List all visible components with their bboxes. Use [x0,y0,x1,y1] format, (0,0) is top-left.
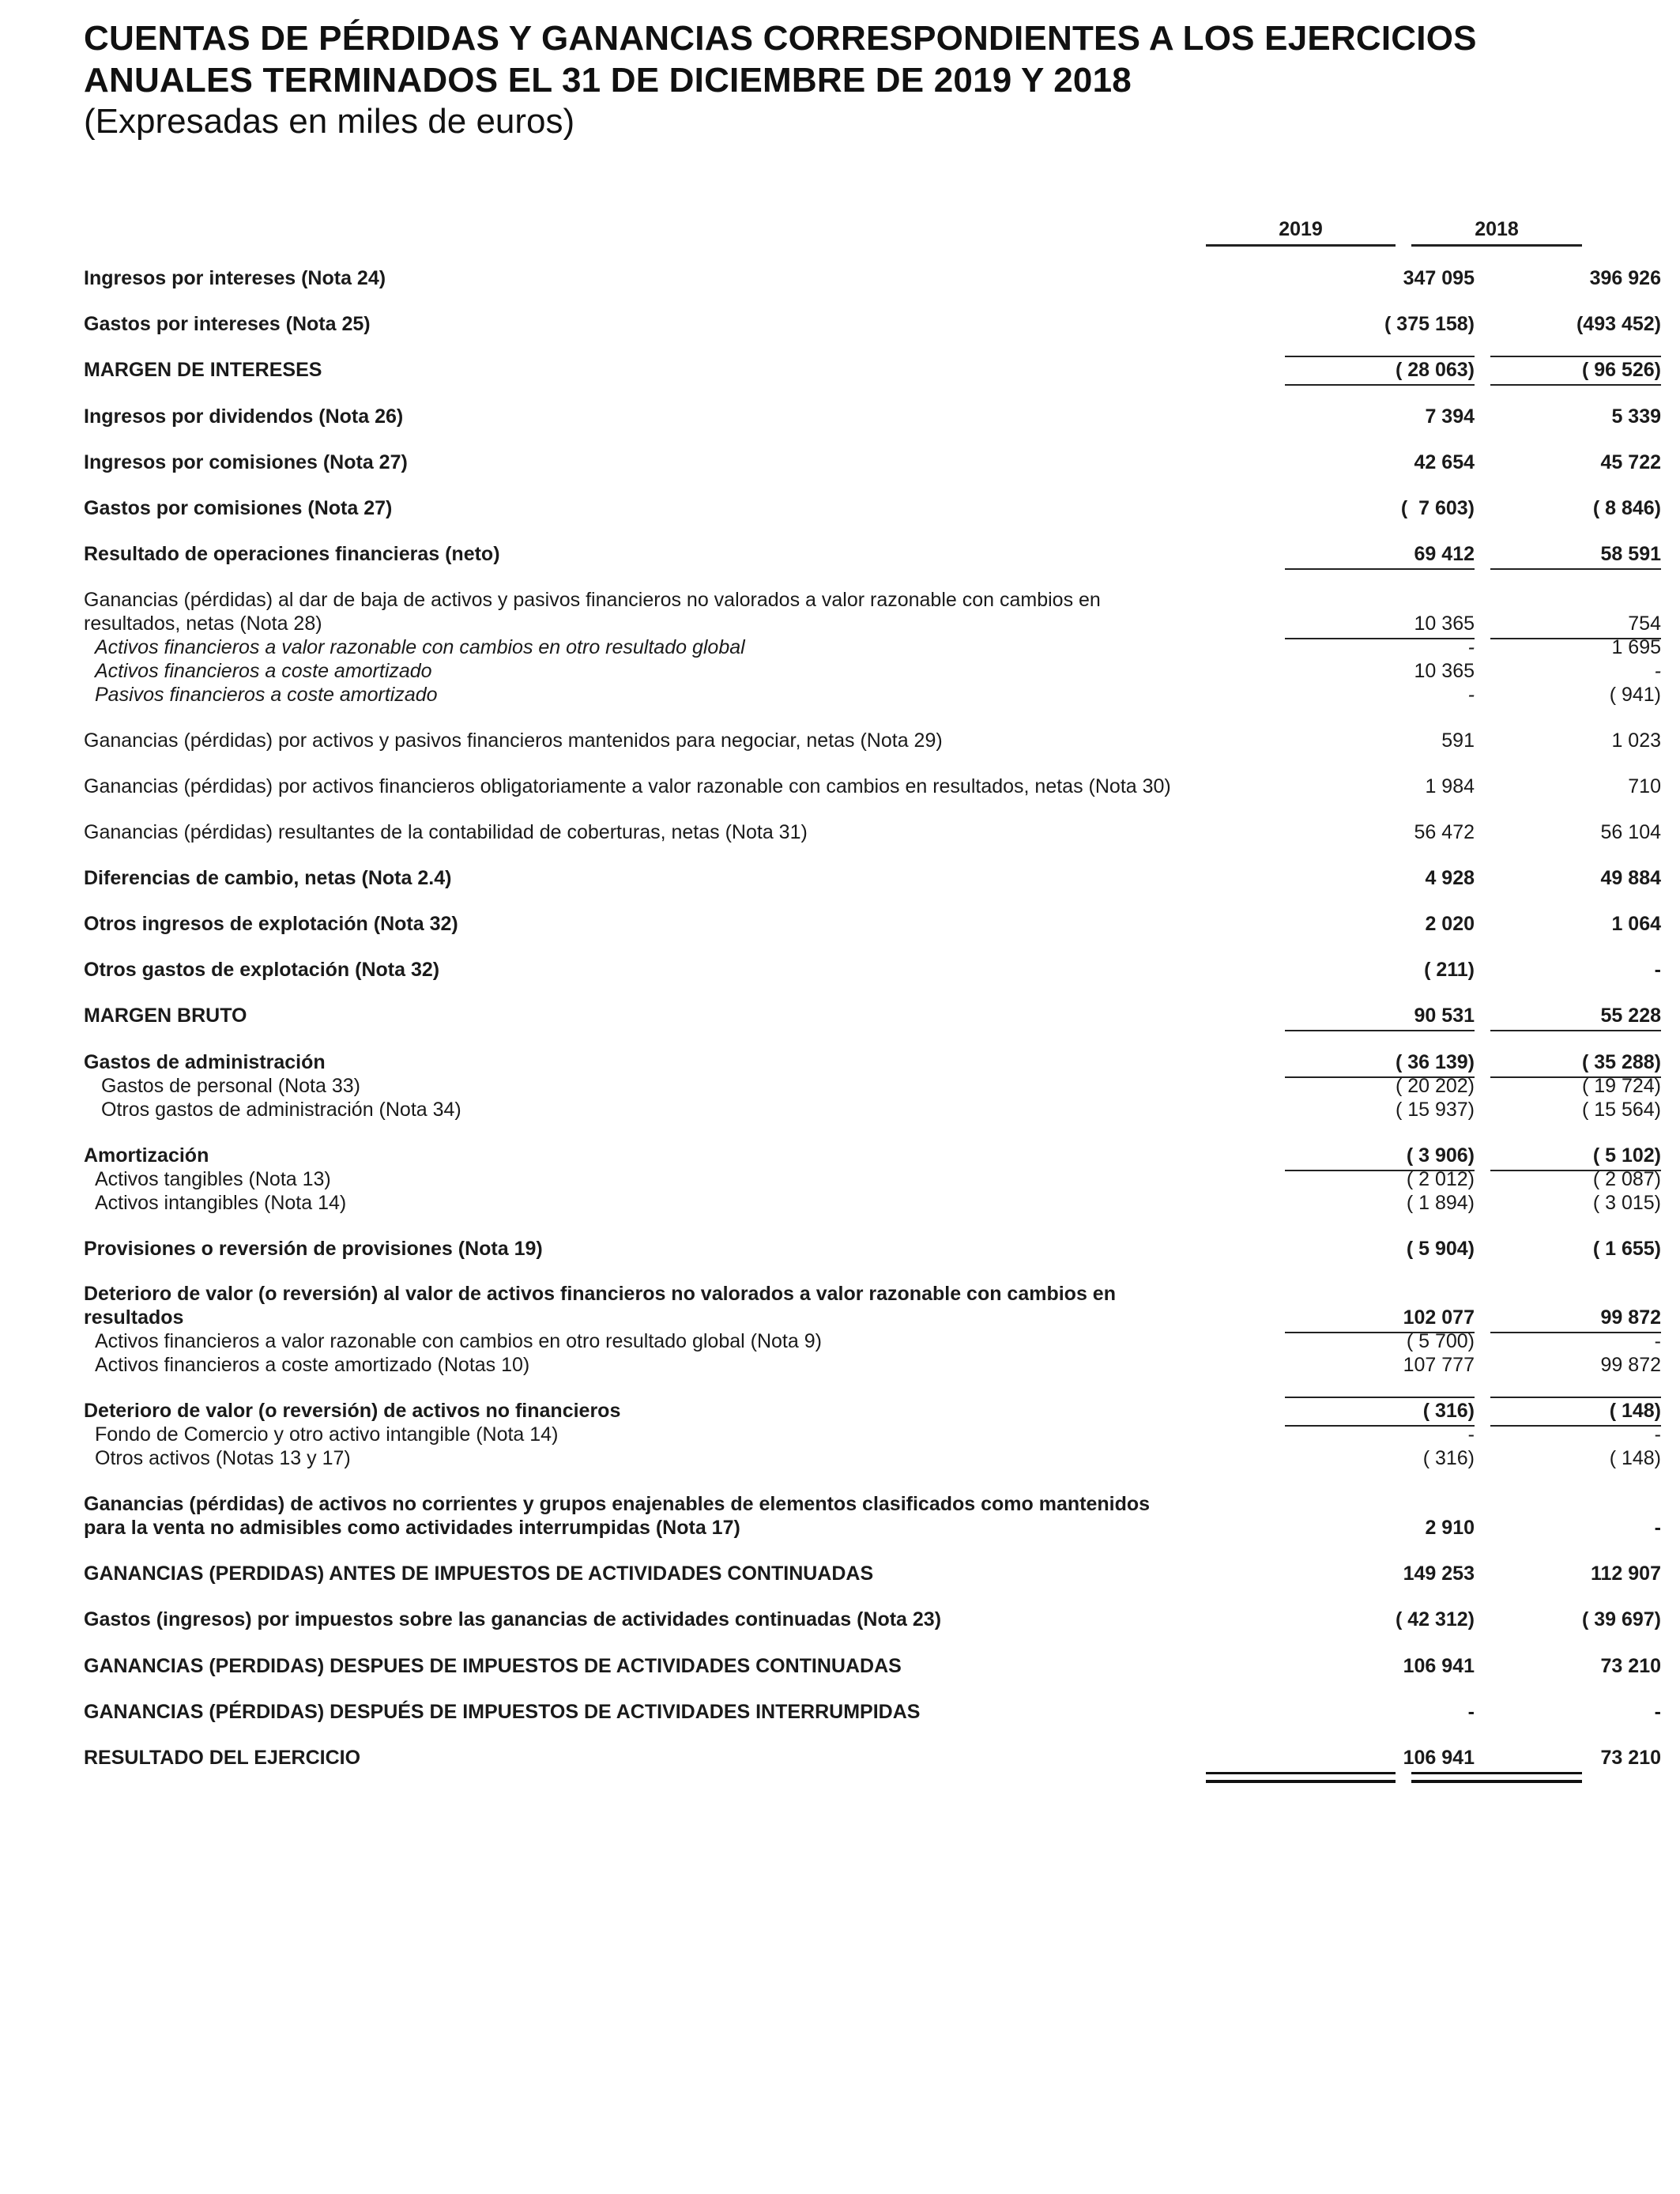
row-label: Fondo de Comercio y otro activo intangible (Nota 14) [95,1423,559,1446]
row-label: GANANCIAS (PERDIDAS) DESPUES DE IMPUESTOS DE ACTIVIDADES CONTINUADAS [84,1655,902,1677]
value-2019: 1 984 [1425,775,1475,797]
value-2019: ( 5 904) [1406,1238,1475,1260]
value-2019: 107 777 [1403,1354,1475,1376]
value-2018: ( 148) [1609,1447,1661,1469]
value-2018: ( 941) [1609,684,1661,706]
value-2018: - [1654,959,1661,981]
value-2018: 73 210 [1600,1655,1661,1677]
value-2019: ( 316) [1206,1399,1475,1423]
row-label: Activos financieros a valor razonable con cambios en otro resultado global (Nota 9) [95,1330,822,1352]
value-2019: 69 412 [1206,542,1475,566]
row-label: Diferencias de cambio, netas (Nota 2.4) [84,867,452,889]
value-2019: ( 20 202) [1395,1075,1475,1097]
value-2019: ( 36 139) [1206,1050,1475,1074]
value-2019: 591 [1441,729,1475,752]
value-2018: ( 96 526) [1475,358,1661,382]
value-2019: 2 020 [1425,913,1475,935]
row-label: MARGEN BRUTO [84,1005,247,1027]
value-2019: 90 531 [1206,1004,1475,1027]
value-2019: ( 2 012) [1406,1168,1475,1190]
value-2019: 106 941 [1403,1747,1475,1769]
row-label: Resultado de operaciones financieras (neto) [84,543,500,565]
value-2019: ( 1 894) [1406,1192,1475,1214]
column-header-2018: 2018 [1411,218,1582,247]
value-2018: 58 591 [1475,542,1661,566]
value-2019: 149 253 [1403,1563,1475,1585]
value-2018: 1 695 [1611,636,1661,658]
row-label: Activos tangibles (Nota 13) [95,1168,331,1190]
row-label: Otros activos (Notas 13 y 17) [95,1447,351,1469]
value-2018: 754 [1475,612,1661,635]
row-label: Otros gastos de administración (Nota 34) [101,1099,461,1121]
value-2018: - [1654,1330,1661,1352]
row-label: Activos intangibles (Nota 14) [95,1192,347,1214]
value-2019: 10 365 [1414,660,1475,682]
value-2018: ( 19 724) [1581,1075,1661,1097]
row-label: Ganancias (pérdidas) al dar de baja de activos y pasivos financieros no valorados a valor razonable con cambios en [84,589,1101,611]
value-2018: ( 148) [1475,1399,1661,1423]
row-label: Gastos de personal (Nota 33) [101,1075,360,1097]
value-2018: 45 722 [1600,451,1661,473]
row-label: MARGEN DE INTERESES [84,359,322,381]
value-2018: 1 023 [1611,729,1661,752]
row-label-continued: para la venta no admisibles como actividades interrumpidas (Nota 17) [84,1517,740,1539]
row-label: Gastos por comisiones (Nota 27) [84,497,393,519]
column-header-2019: 2019 [1206,218,1396,247]
row-label: Pasivos financieros a coste amortizado [95,684,438,706]
value-2018: 99 872 [1600,1354,1661,1376]
value-2018: 49 884 [1600,867,1661,889]
row-label: Ingresos por comisiones (Nota 27) [84,451,408,473]
value-2019: ( 28 063) [1206,358,1475,382]
value-2018: 73 210 [1600,1747,1661,1769]
value-2019: 347 095 [1403,267,1475,289]
value-2019: ( 7 603) [1400,497,1475,519]
double-underline-2018 [1411,1772,1582,1783]
value-2018: ( 3 015) [1592,1192,1661,1214]
value-2018: ( 15 564) [1581,1099,1661,1121]
row-label: Activos financieros a valor razonable con cambios en otro resultado global [95,636,745,658]
value-2019: ( 211) [1424,959,1475,981]
value-2019: 10 365 [1206,612,1475,635]
row-label: Ganancias (pérdidas) de activos no corrientes y grupos enajenables de elementos clasificados como mantenidos [84,1493,1151,1515]
value-2018: - [1654,660,1661,682]
value-2018: ( 5 102) [1475,1144,1661,1167]
row-label: RESULTADO DEL EJERCICIO [84,1747,361,1769]
row-label: Gastos (ingresos) por impuestos sobre las ganancias de actividades continuadas (Nota 23) [84,1608,942,1630]
value-2019: 4 928 [1425,867,1475,889]
value-2019: 102 077 [1206,1306,1475,1329]
row-label: Activos financieros a coste amortizado (Notas 10) [95,1354,530,1376]
value-2019: - [1467,1701,1475,1723]
value-2019: - [1467,636,1475,658]
page-title: CUENTAS DE PÉRDIDAS Y GANANCIAS CORRESPONDIENTES A LOS EJERCICIOS ANUALES TERMINADOS EL 31 DE DICIEMBRE DE 2019 Y 2018 [84,19,1477,100]
row-label: GANANCIAS (PÉRDIDAS) DESPUÉS DE IMPUESTOS DE ACTIVIDADES INTERRUMPIDAS [84,1701,921,1723]
value-2018: ( 39 697) [1581,1608,1661,1630]
row-label: Activos financieros a coste amortizado [95,660,432,682]
value-2019: - [1467,684,1475,706]
value-2019: 106 941 [1403,1655,1475,1677]
value-2019: ( 375 158) [1384,313,1475,335]
value-2019: - [1467,1423,1475,1446]
value-2018: 5 339 [1611,405,1661,428]
value-2019: ( 3 906) [1206,1144,1475,1167]
value-2019: 7 394 [1425,405,1475,428]
value-2019: ( 316) [1422,1447,1475,1469]
double-underline-2019 [1206,1772,1396,1783]
row-label-continued: resultados [84,1306,184,1329]
value-2018: 56 104 [1600,821,1661,843]
row-label: Deterioro de valor (o reversión) al valor de activos financieros no valorados a valor razonable con cambios en [84,1283,1116,1305]
value-2019: 42 654 [1414,451,1475,473]
row-label-continued: resultados, netas (Nota 28) [84,613,322,635]
value-2018: - [1654,1517,1661,1539]
value-2018: ( 8 846) [1592,497,1661,519]
row-label: Ganancias (pérdidas) por activos y pasivos financieros mantenidos para negociar, netas (Nota 29) [84,729,943,752]
value-2019: ( 5 700) [1406,1330,1475,1352]
value-2019: ( 42 312) [1395,1608,1475,1630]
value-2018: ( 1 655) [1592,1238,1661,1260]
row-label: Gastos por intereses (Nota 25) [84,313,371,335]
value-2018: - [1654,1701,1661,1723]
row-label: Ingresos por intereses (Nota 24) [84,267,386,289]
row-label: Gastos de administración [84,1051,326,1073]
value-2018: 710 [1628,775,1661,797]
value-2018: (493 452) [1576,313,1661,335]
page-subtitle: (Expresadas en miles de euros) [84,102,575,141]
value-2018: 55 228 [1475,1004,1661,1027]
row-label: Ingresos por dividendos (Nota 26) [84,405,404,428]
value-2019: 2 910 [1425,1517,1475,1539]
value-2018: 112 907 [1591,1563,1661,1585]
value-2018: 99 872 [1475,1306,1661,1329]
row-label: Provisiones o reversión de provisiones (Nota 19) [84,1238,543,1260]
row-label: GANANCIAS (PERDIDAS) ANTES DE IMPUESTOS DE ACTIVIDADES CONTINUADAS [84,1563,874,1585]
value-2018: - [1654,1423,1661,1446]
row-label: Otros gastos de explotación (Nota 32) [84,959,440,981]
row-label: Ganancias (pérdidas) resultantes de la contabilidad de coberturas, netas (Nota 31) [84,821,808,843]
value-2018: 396 926 [1589,267,1661,289]
value-2018: ( 35 288) [1475,1050,1661,1074]
row-label: Ganancias (pérdidas) por activos financieros obligatoriamente a valor razonable con cambios en resultados, netas (Nota 30) [84,775,1171,797]
value-2019: 56 472 [1414,821,1475,843]
value-2019: ( 15 937) [1395,1099,1475,1121]
value-2018: 1 064 [1611,913,1661,935]
row-label: Otros ingresos de explotación (Nota 32) [84,913,458,935]
value-2018: ( 2 087) [1592,1168,1661,1190]
row-label: Deterioro de valor (o reversión) de activos no financieros [84,1400,621,1422]
row-label: Amortización [84,1144,209,1167]
